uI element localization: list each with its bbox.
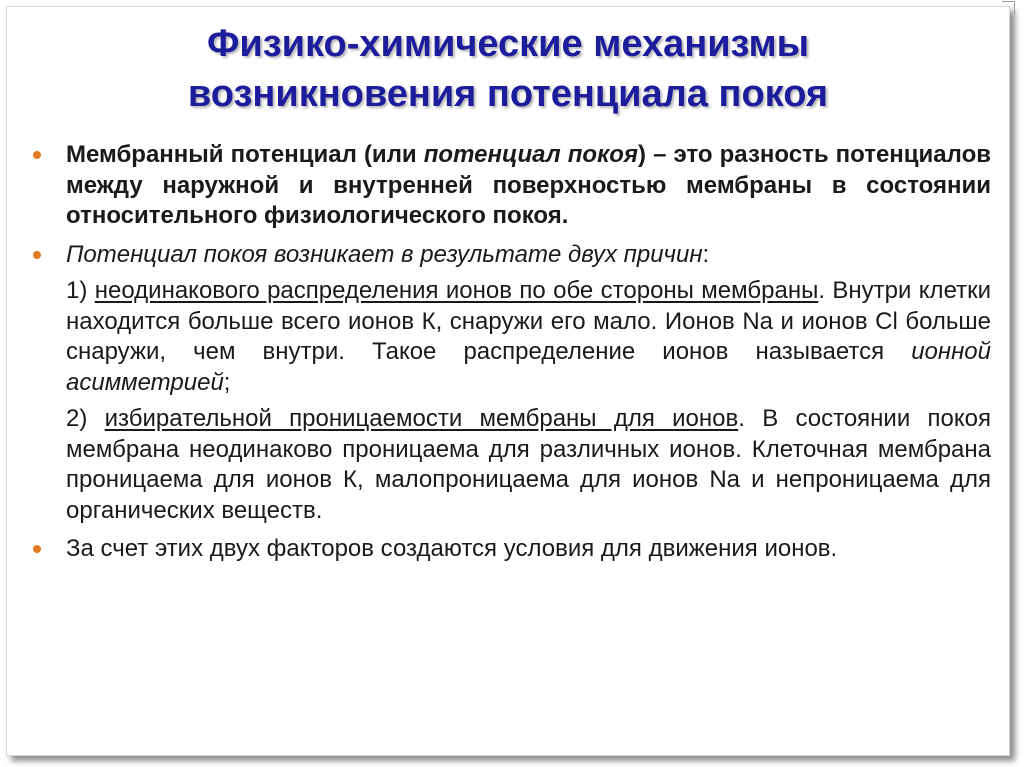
item-number: 2) <box>66 405 105 432</box>
title-line-1: Физико-химические механизмы <box>206 23 810 65</box>
slide-title <box>7 19 1009 119</box>
list-item-2: 2) избирательной проницаемости мембраны для ионов. В состоянии покоя мембрана неодинаково проницаема для различных ионов. Клеточная мембрана проницаема для ионов К, малопроницаема для ионов Na и непроницаема для органических веществ. <box>66 405 991 524</box>
corner-mark <box>1002 1 1015 14</box>
list-item-1: 1) неодинакового распределения ионов по обе стороны мембраны. Внутри клетки находится больше всего ионов К, снаружи его мало. Ионов Na и ионов Cl больше снаружи, чем внутри. Такое распределение ионов называется ионной асимметрией; <box>66 277 992 396</box>
slide <box>6 6 1010 756</box>
paragraph-causes: Потенциал покоя возникает в результате двух причин: <box>33 240 991 271</box>
bullet-icon <box>33 251 41 259</box>
item-heading: избирательной проницаемости мембраны для ионов <box>104 405 739 432</box>
paragraph-definition: Мембранный потенциал (или потенциал покоя) – это разность потенциалов между наружной и внутренней поверхностью мембраны в состоянии относительного физиологического покоя. <box>33 140 991 232</box>
bullet-icon <box>33 151 41 159</box>
item-heading: неодинакового распределения ионов по обе стороны мембраны <box>94 277 819 304</box>
term-resting-potential: потенциал покоя <box>423 141 639 168</box>
bullet-icon <box>33 545 41 553</box>
slide-body <box>33 140 991 565</box>
paragraph-conclusion: За счет этих двух факторов создаются условия для движения ионов. <box>33 534 991 565</box>
title-line-2: возникновения потенциала покоя <box>187 73 829 115</box>
item-number: 1) <box>66 277 95 304</box>
term-ionic-asymmetry: ионной асимметрией <box>66 338 991 396</box>
